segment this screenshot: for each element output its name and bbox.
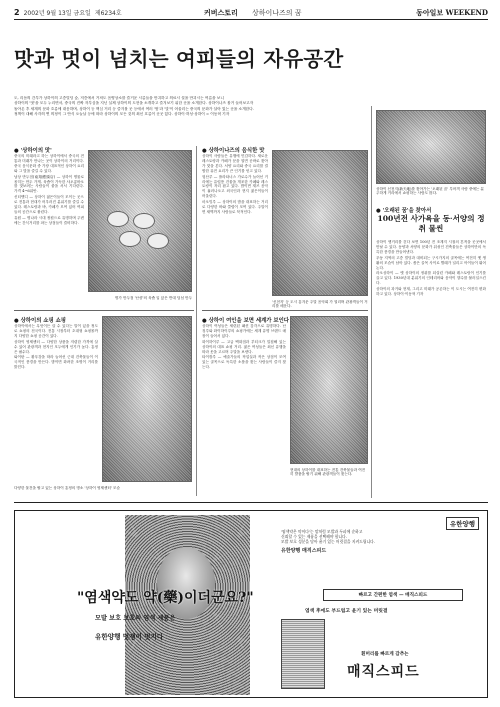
lead-line: 돌아온 후 세계의 문화 흐름에 대응하며, 상하이 등 핵심 거리 등 즐겨볼 곳 등에서 여러 '멋'과 '맛'이 어울리는 중국의 문화가 살아 있는 곳을 소개한다. [14,106,254,111]
ad-line: 모발 보호 성분을 담아 윤기 있는 머릿결을 지켜드립니다. [281,539,376,545]
paragraph: 라오상하이 — 옛 상하이의 정취를 되살린 카페와 레스토랑이 인기를 끌고 있다. 1930년대 분위기의 인테리어와 음악이 향수를 불러일으킨다. [376,271,486,286]
heading-shanghai-flavor: ● 상하이나즈의 음식한 맛 [202,148,265,154]
ad-logo: 유한양행 [446,517,479,530]
paragraph: 마오밍루 — 상하이의 밤을 대표하는 거리로 다양한 바와 클럽이 모여 있다. 주말이면 새벽까지 사람들로 북적인다. [202,200,268,214]
side-big-title: 100년전 사가욕을 동·서양의 정취 물씬 [377,214,485,233]
advertisement [14,510,488,698]
lead-line: 도, 리돔의 간부가 상하이의 고층빌딩 숲, 저층에서 거져도 음양상소를 즐거운 시름들을 만긔하고 의료시 설을 만긔시는 여름을 보니 [14,96,224,100]
lead-paragraph [14,96,304,117]
page-number: 2 [14,8,20,17]
ad-box: 빠르고 간편한 염색 — 매직스피드 [323,589,463,601]
paragraph: 상하이에서는 무엇이든 살 수 있다는 말이 있을 정도로 쇼핑의 천국이다. 전통 시장부터 초대형 쇼핑몰까지 다양한 쇼핑 공간이 있다. [14,324,98,338]
paragraph: 유원 — 명나라 시대 정원으로 유명하며 주변에는 간식거리를 파는 상점들이 즐비하다. [14,215,84,225]
column-rule [196,146,197,496]
paragraph: 상하이 옛거리를 걷다 보면 100년 전 조계지 시절의 흔적을 곳곳에서 만날 수 있다. 동양과 서양의 문화가 뒤섞인 건축물들은 상하이만의 독특한 풍경을 만들어낸다. [376,240,486,254]
paragraph: 남상 만두점(南翔饅頭店) — 상하이 명물로 꼽히는 만두 가게. 육즙이 가득한 샤오롱바오를 맛보려는 사람들이 줄을 서서 기다린다. 가격 4~6위안. [14,174,84,194]
paragraph: 상하이 영제센터 — 다양한 상품을 저렴한 가격에 살 수 있어 관광객과 현지인 모두에게 인기가 높다. 흥정은 필수다. [14,339,98,354]
paragraph: 상하이 사람들은 유행에 민감하다. 새로운 레스토랑과 카페가 문을 열면 곧바로 찾아가 맛을 본다. 서양 요리와 중국 요리를 결합한 퓨전 요리가 큰 인기를 얻고 있다. [202,154,268,173]
ad-line: '염색약은 약이다'는 말처럼 모발과 두피에 순하고 [281,529,363,534]
photo-street-crowd [272,150,368,296]
ad-product-image [281,619,325,689]
section-title: 상하이나즈의 꿈 [252,8,302,17]
caption-dumplings: 명가 만두점 '난샹'의 육즙 입 앉은 반대 딤섬 만두 [114,296,192,300]
paragraph: 상하이의 과거와 현재, 그리고 미래가 공존하는 이 도시는 여전히 변화하고 있다. 상하이·이동혁 기자 [376,287,486,297]
issue-number: 제6234호 [94,10,122,17]
paragraph: 신티엔디 — 상하이 젊은이들이 모이는 곳으로 전통과 현대가 어우러진 분위기를 즐길 수 있다. 레스토랑과 바, 카페가 모여 있어 여피들의 공간으로 불린다. [14,195,84,214]
page-headline: 맛과 멋이 넘치는 여피들의 자유공간 [14,47,344,71]
lead-line: 상하이의 '멋'을 모두 누리면서, 중국의 진짜 자부심을 지닌 실제 상하이의 도현을 소개하고 즐겨보기 위한 곳을 소개한다. 상하이나즈 볼거 들어보고자 [14,101,254,106]
newspaper-brand [416,8,488,18]
article-col2 [202,154,268,294]
brand-weekend: WEEKEND [445,7,488,17]
article-women [202,324,286,494]
caption-shopping: 다양한 물건을 팔고 있는 상하이 흥정의 명소 '상하이 영제센터' 모습 [14,486,120,490]
section-name: 커버스토리 [204,8,238,17]
paragraph: 타이캉루 — 예술가들의 작업실과 작은 상점이 모여 있는 골목으로 독특한 소품을 찾는 사람들이 즐겨 찾는다. [202,355,286,370]
paragraph: 와이탄 — 황푸강을 따라 늘어선 근대 건축물들이 이국적인 풍경을 만든다. 밤이면 화려한 조명이 거리를 밝힌다. [14,355,98,370]
heading-women: ● 상하이 여인을 보면 세계가 보인다 [202,318,289,324]
paragraph: 헝산루 — 플라타너스 가로수가 늘어선 거리에는 유럽풍 건물을 개조한 카페와 레스토랑이 자리 잡고 있다. 밤이면 재즈 음악이 흘러나오고 외국인과 현지 젊은이들이 어울린다. [202,174,268,199]
ad-copy-area [261,515,485,695]
photo-buildings [290,316,368,464]
ad-brand-name: 매직스피드 [347,664,420,680]
photo-dumplings [88,150,192,292]
heading-old-dream: ● '오래된 꿈'을 찾아서 [376,208,432,214]
ad-subline: 모발 보호 보호의 염색 제품은 [95,615,176,622]
paragraph: 화이하이루 — 고급 백화점과 부티크가 밀집해 있는 상하이의 대표 쇼핑 거리. 젊은 여성들은 최신 유행을 따라 옷을 고르며 주말을 보낸다. [202,339,286,354]
caption-top-right: 상하이 신천지(新天地)를 찾아가는 '오래된 꿈' 투어객 사람 중에는 분주하게 거리에서 쇼핑하는 사람도 많다. [376,187,485,196]
heading-shopping: ● 상하이의 쇼핑 쇼핑 [14,318,66,324]
photo-shopping [102,316,192,482]
ad-separator [14,502,488,503]
ad-body [281,529,461,554]
ad-company: 유한양행 멋쟁이 멋지다 [95,633,164,641]
ad-tagline: 염색 후에도 부드럽고 윤기 있는 머릿결 [305,609,388,614]
paragraph: 상하이 여성들은 세련된 패션 감각으로 유명하다. 난징루와 화이하이루의 쇼핑가에는 세계 유명 브랜드 매장이 들어서 있다. [202,324,286,338]
issue-date: 2002년 9월 13일 금요일 [23,10,91,17]
paragraph: 푸둥 지역의 고층 빌딩과 대비되는 구시가지의 골목에는 여전히 옛 생활의 모습이 남아 있다. 좁은 골목 사이로 빨래가 널리고 아이들이 뛰어논다. [376,255,486,270]
article-col1 [14,154,84,296]
ad-headline: "염색약도 약(藥)이더군요?" [77,590,254,606]
caption-street: '신천지' 등 도시 흥겨운 주말 음악회 가 열리며 관광객들이 거리를 메운다. [272,300,368,309]
photo-shop-tour [376,110,486,184]
caption-bottom-right: 현대의 상하이를 대표하는 전통 건축물들과 여전히 발품을 팔기 위해 관광객들이 찾는다. [290,468,366,477]
article-side [376,240,486,496]
page-header [14,6,488,20]
section-rule [202,310,368,311]
paragraph: 중국의 미래라고 하는 상하이에서 중국의 전통과 미래가 만나는 곳이 상하이의 거리이다. 중국 음식문화 중 가장 대표적인 상하이 요리와 그 맛을 즐길 수 있다. [14,154,84,173]
ad-brand-sub: 흰머리를 빠르게 감추는 [361,652,409,657]
lead-line: 정책이 대해 사각의 연 의정이 그 안식 오늘날 등에 따라 상하이의 모든 것의 최신 흐름이 곳곳 있다. 상하이·허성·상하이 = 이동혁 기자 [14,111,230,116]
heading-shanghai-taste: ● '상하이의 맛' [14,148,52,154]
ad-highlight: 유한양행 매직스피드 [281,547,327,554]
brand-name: 동아일보 [416,8,444,17]
section-rule [14,310,194,311]
article-shopping [14,324,98,484]
ad-line: 신뢰할 수 있는 제품을 선택해야 합니다. [281,534,347,540]
column-rule [371,106,372,498]
